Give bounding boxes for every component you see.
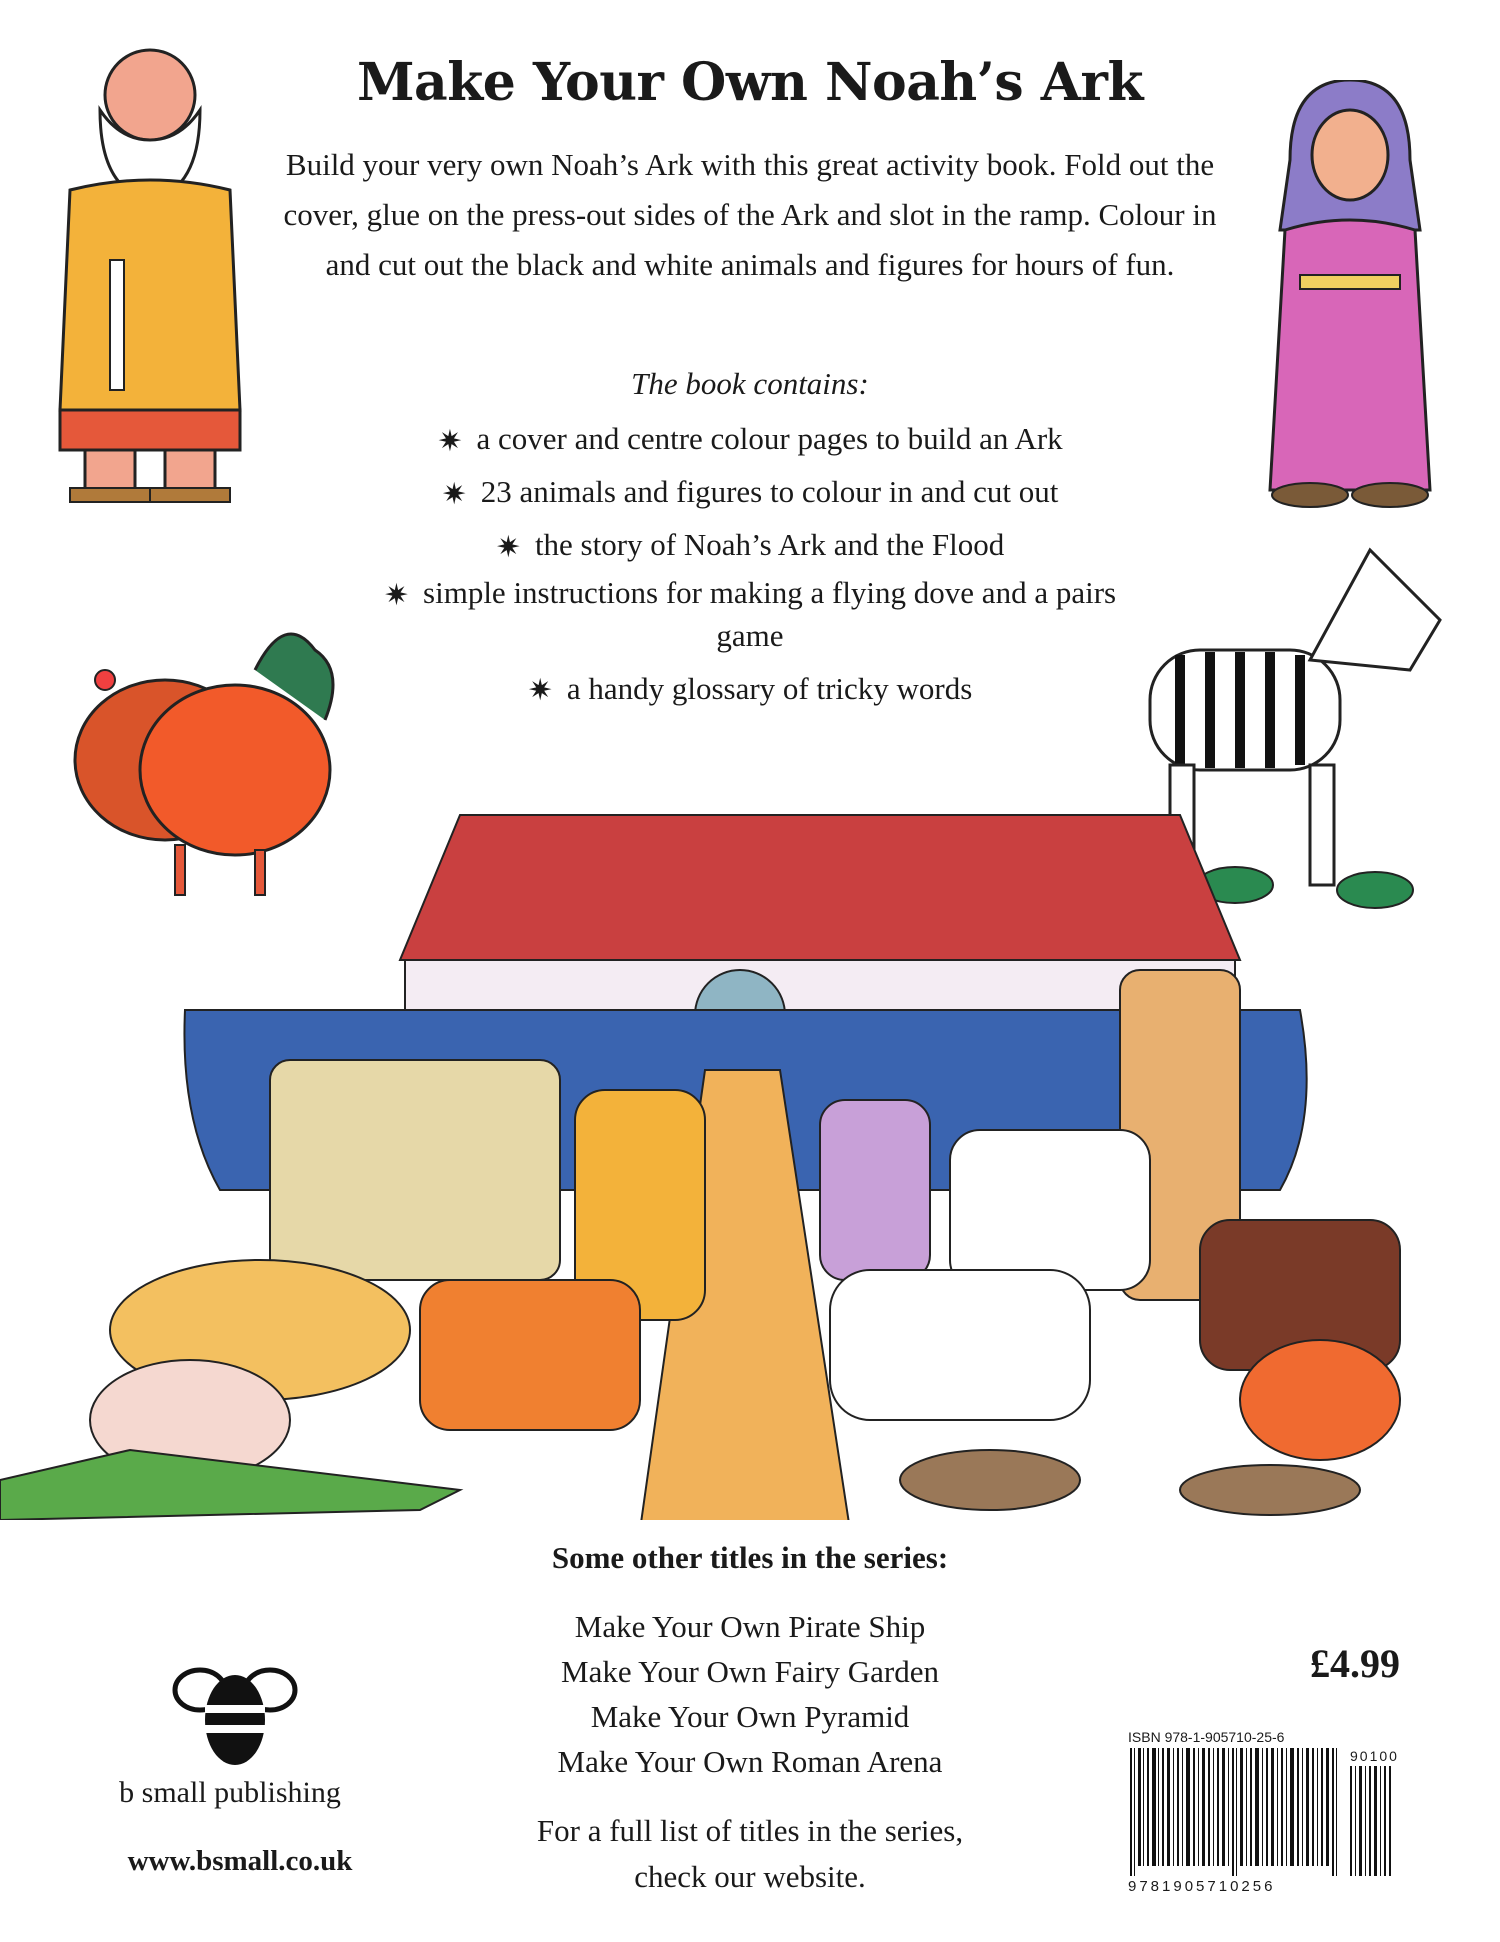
barcode-image [1128,1748,1393,1876]
barcode-number: 9781905710256 [1128,1878,1276,1895]
contents-item: ✷ a cover and centre colour pages to build an Ark [0,414,1500,467]
price-label: £4.99 [1310,1641,1400,1686]
publisher-name: b small publishing [119,1776,341,1809]
isbn-label: ISBN 978-1-905710-25-6 [1128,1729,1285,1745]
page-title: Make Your Own Noah’s Ark [356,52,1143,113]
contents-item: ✷ 23 animals and figures to colour in and cut out [0,467,1500,520]
star-bullet-icon: ✷ [437,424,463,458]
star-bullet-icon: ✷ [527,674,553,708]
star-bullet-icon: ✷ [495,530,521,564]
noah-illustration [40,40,260,510]
intro-paragraph: Build your very own Noah’s Ark with this great activity book. Fold out the cover, glue on the press-out sides of the Ark and slot in the ramp. Colour in and cut out the black and white animals and figures for hours of fun. [283,147,1217,282]
contents-item: ✷ the story of Noah’s Ark and the Flood [0,520,1500,573]
series-title: Make Your Own Fairy Garden [561,1654,939,1689]
series-title: Make Your Own Roman Arena [557,1744,943,1779]
star-bullet-icon: ✷ [441,477,467,511]
contents-item: ✷ simple instructions for making a flying dove and a pairs game [383,574,1117,653]
ark-scene-illustration [0,800,1500,1520]
barcode-addon-number: 90100 [1350,1748,1399,1764]
contents-heading: The book contains: [631,366,869,401]
full-list-note: For a full list of titles in the series, check our website. [536,1813,964,1894]
contents-item: ✷ a handy glossary of tricky words [0,664,1500,717]
noahs-wife-illustration [1250,80,1450,510]
series-heading: Some other titles in the series: [551,1540,949,1575]
bee-logo-icon [170,1650,300,1770]
series-title: Make Your Own Pirate Ship [574,1609,926,1644]
star-bullet-icon: ✷ [383,578,410,612]
website-link[interactable]: www.bsmall.co.uk [127,1845,353,1877]
series-title: Make Your Own Pyramid [590,1699,910,1734]
